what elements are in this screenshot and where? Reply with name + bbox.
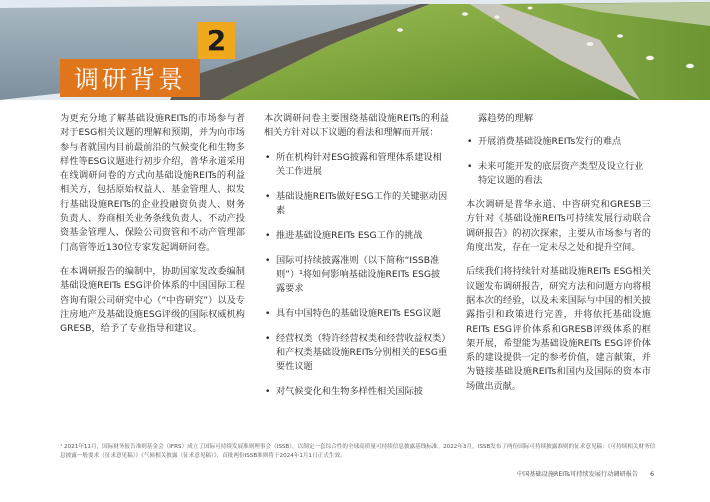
list-item: • 国际可持续披露准则（以下简称“ISSB准则”）¹将如何影响基础设施REITs ESG披露要求 — [264, 254, 449, 297]
list-item: • 推进基础设施REITs ESG工作的挑战 — [264, 229, 449, 243]
topics-list — [264, 151, 449, 400]
list-item: • 对气候变化和生物多样性相关国际披 — [264, 385, 449, 399]
paragraph-survey-purpose: 为更充分地了解基础设施REITs的市场参与者对于ESG相关议题的理解和预期，并为向市场参与者就国内目前最前沿的气候变化和生物多样性等ESG议题进行初步介绍，普华永道采用在线调研问卷的方式向基础设施REITs的利益相关方，包括原始权益人、基金管理人、拟发行基础设施REITs的企业投融资负责人、财务负责人、券商相关业务条线负责人、不动产投资基金管理人、保险公司资管和不动产管理部门高管等近130位专家发起调研问卷。 — [60, 113, 245, 253]
list-item: • 基础设施REITs做好ESG工作的关键驱动因素 — [264, 190, 449, 219]
section-title: 调研背景 — [60, 59, 200, 97]
list-item: • 所在机构针对ESG披露和管理体系建设相关工作进展 — [264, 151, 449, 180]
footer-report-title: 中国基础设施REITs可持续发展行动调研报告 — [516, 471, 639, 478]
page-footer — [507, 469, 654, 478]
hero-banner — [0, 0, 710, 100]
paragraph-future-plans: 后续我们将持续针对基础设施REITs ESG相关议题发布调研报告，研究方法和问题方向将根据本次的经验，以及未来国际与中国的相关披露指引和政策进行完善，并将依托基础设施REITs ESG评价体系和GRESB评级体系的框架开展，希望能为基础设施REITs ESG评价体系的建设提供一定的参考价值，建言献策，并为链接基础设施REITs和国内及国际的资本市场做出贡献。 — [466, 266, 651, 392]
page-number: 6 — [650, 471, 654, 478]
chapter-number-badge: 2 — [198, 22, 235, 59]
list-item: • 开展消费基础设施REITs发行的难点 — [466, 135, 651, 149]
paragraph-survey-scope: 本次调研是普华永道、中咨研究和GRESB三方针对《基础设施REITs可持续发展行动联合调研报告》的初次探索，主要从市场参与者的角度出发，存在一定未尽之处和提升空间。 — [466, 199, 651, 254]
footnote: ¹ 2021年11月，国际财务报告准则基金会（IFRS）成立了国际可持续发展准则理事会（ISSB），以制定一套综合性的全球高质量可持续信息披露基线标准。2022年3月，ISSB发布了两份国际可持续披露准则的征求意见稿：《可持续相关财务信息披露一般要求（征求意见稿）》《气候相关披露（征求意见稿）》，首批两份ISSB准则将于2024年1月1日正式生效。 — [60, 444, 656, 459]
paragraph-acknowledgement: 在本调研报告的编制中，协助国家发改委编制基础设施REITs ESG评价体系的中国国际工程咨询有限公司研究中心（“中咨研究”）以及专注房地产及基础设施ESG评级的国际权威机构GRESB，给予了专业指导和建议。 — [60, 265, 245, 335]
list-item: • 经营权类（特许经营权类和经营收益权类）和产权类基础设施REITs分别相关的ESG重要性议题 — [264, 332, 449, 375]
topics-list-continued — [466, 135, 651, 188]
list-item: • 具有中国特色的基础设施REITs ESG议题 — [264, 307, 449, 321]
column-3 — [466, 112, 651, 404]
paragraph-topics-intro: 本次调研问卷主要围绕基础设施REITs的利益相关方针对以下议题的看法和理解而开展： — [264, 113, 449, 139]
column-1 — [60, 112, 245, 346]
list-item-continuation: 露趋势的理解 — [478, 113, 534, 124]
list-item: • 未来可能开发的底层资产类型及设立行业特定议题的看法 — [466, 160, 651, 189]
column-2 — [264, 112, 449, 410]
